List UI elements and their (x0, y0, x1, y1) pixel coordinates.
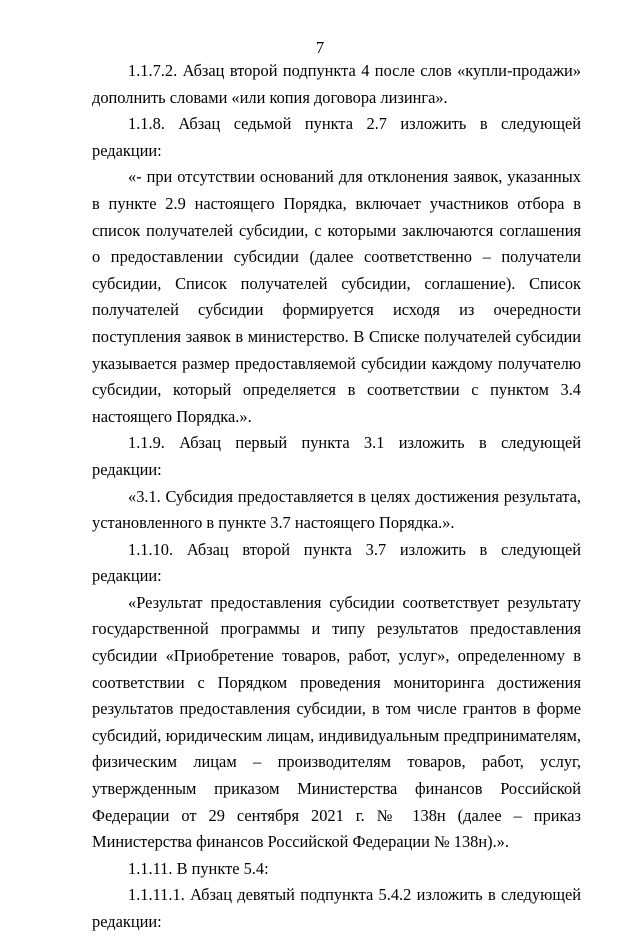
paragraph-1-1-10: 1.1.10. Абзац второй пункта 3.7 изложить в следующей редакции: (92, 539, 581, 586)
paragraph-1-1-11: 1.1.11. В пункте 5.4: (128, 858, 269, 878)
paragraph-3-1-quote: «3.1. Субсидия предоставляется в целях достижения результата, установленного в пункте 3.7 настоящего Порядка.». (92, 486, 581, 533)
document-body (92, 58, 581, 936)
paragraph-1-1-8: 1.1.8. Абзац седьмой пункта 2.7 изложить в следующей редакции: (92, 114, 581, 160)
paragraph-1-1-11-1: 1.1.11.1. Абзац девятый подпункта 5.4.2 изложить в следующей редакции: (92, 885, 581, 931)
paragraph-1-1-9: 1.1.9. Абзац первый пункта 3.1 изложить в следующей редакции: (92, 433, 581, 479)
page-number: 7 (315, 38, 325, 57)
paragraph-3-7-quote: «Результат предоставления субсидии соответствует результату государственной программы и типу результатов предоставления субсидии «Приобретение товаров, работ, услуг», определенному в соответствии с Порядком проведения мониторинга достижения результатов предоставления субсидии, в том числе грантов в форме субсидий, юридическим лицам, индивидуальным предпринимателям, физическим лицам – производителям товаров, работ, услуг, утвержденным приказом Министерства финансов Российской Федерации от 29 сентября 2021 г. № 138н (далее – приказ Министерства финансов Российской Федерации № 138н).». (92, 592, 581, 852)
paragraph-1-1-7-2: 1.1.7.2. Абзац второй подпункта 4 после слов «купли-продажи» дополнить словами «или копия договора лизинга». (92, 61, 581, 107)
paragraph-2-7-quote: «- при отсутствии оснований для отклонения заявок, указанных в пункте 2.9 настоящего Порядка, включает участников отбора в список получателей субсидии, с которыми заключаются соглашения о предоставлении субсидии (далее соответственно – получатели субсидии, Список получателей субсидии, соглашение). Список получателей субсидии формируется исходя из очередности поступления заявок в министерство. В Списке получателей субсидии указывается размер предоставляемой субсидии каждому получателю субсидии, который определяется в соответствии с пунктом 3.4 настоящего Порядка.». (92, 167, 581, 426)
